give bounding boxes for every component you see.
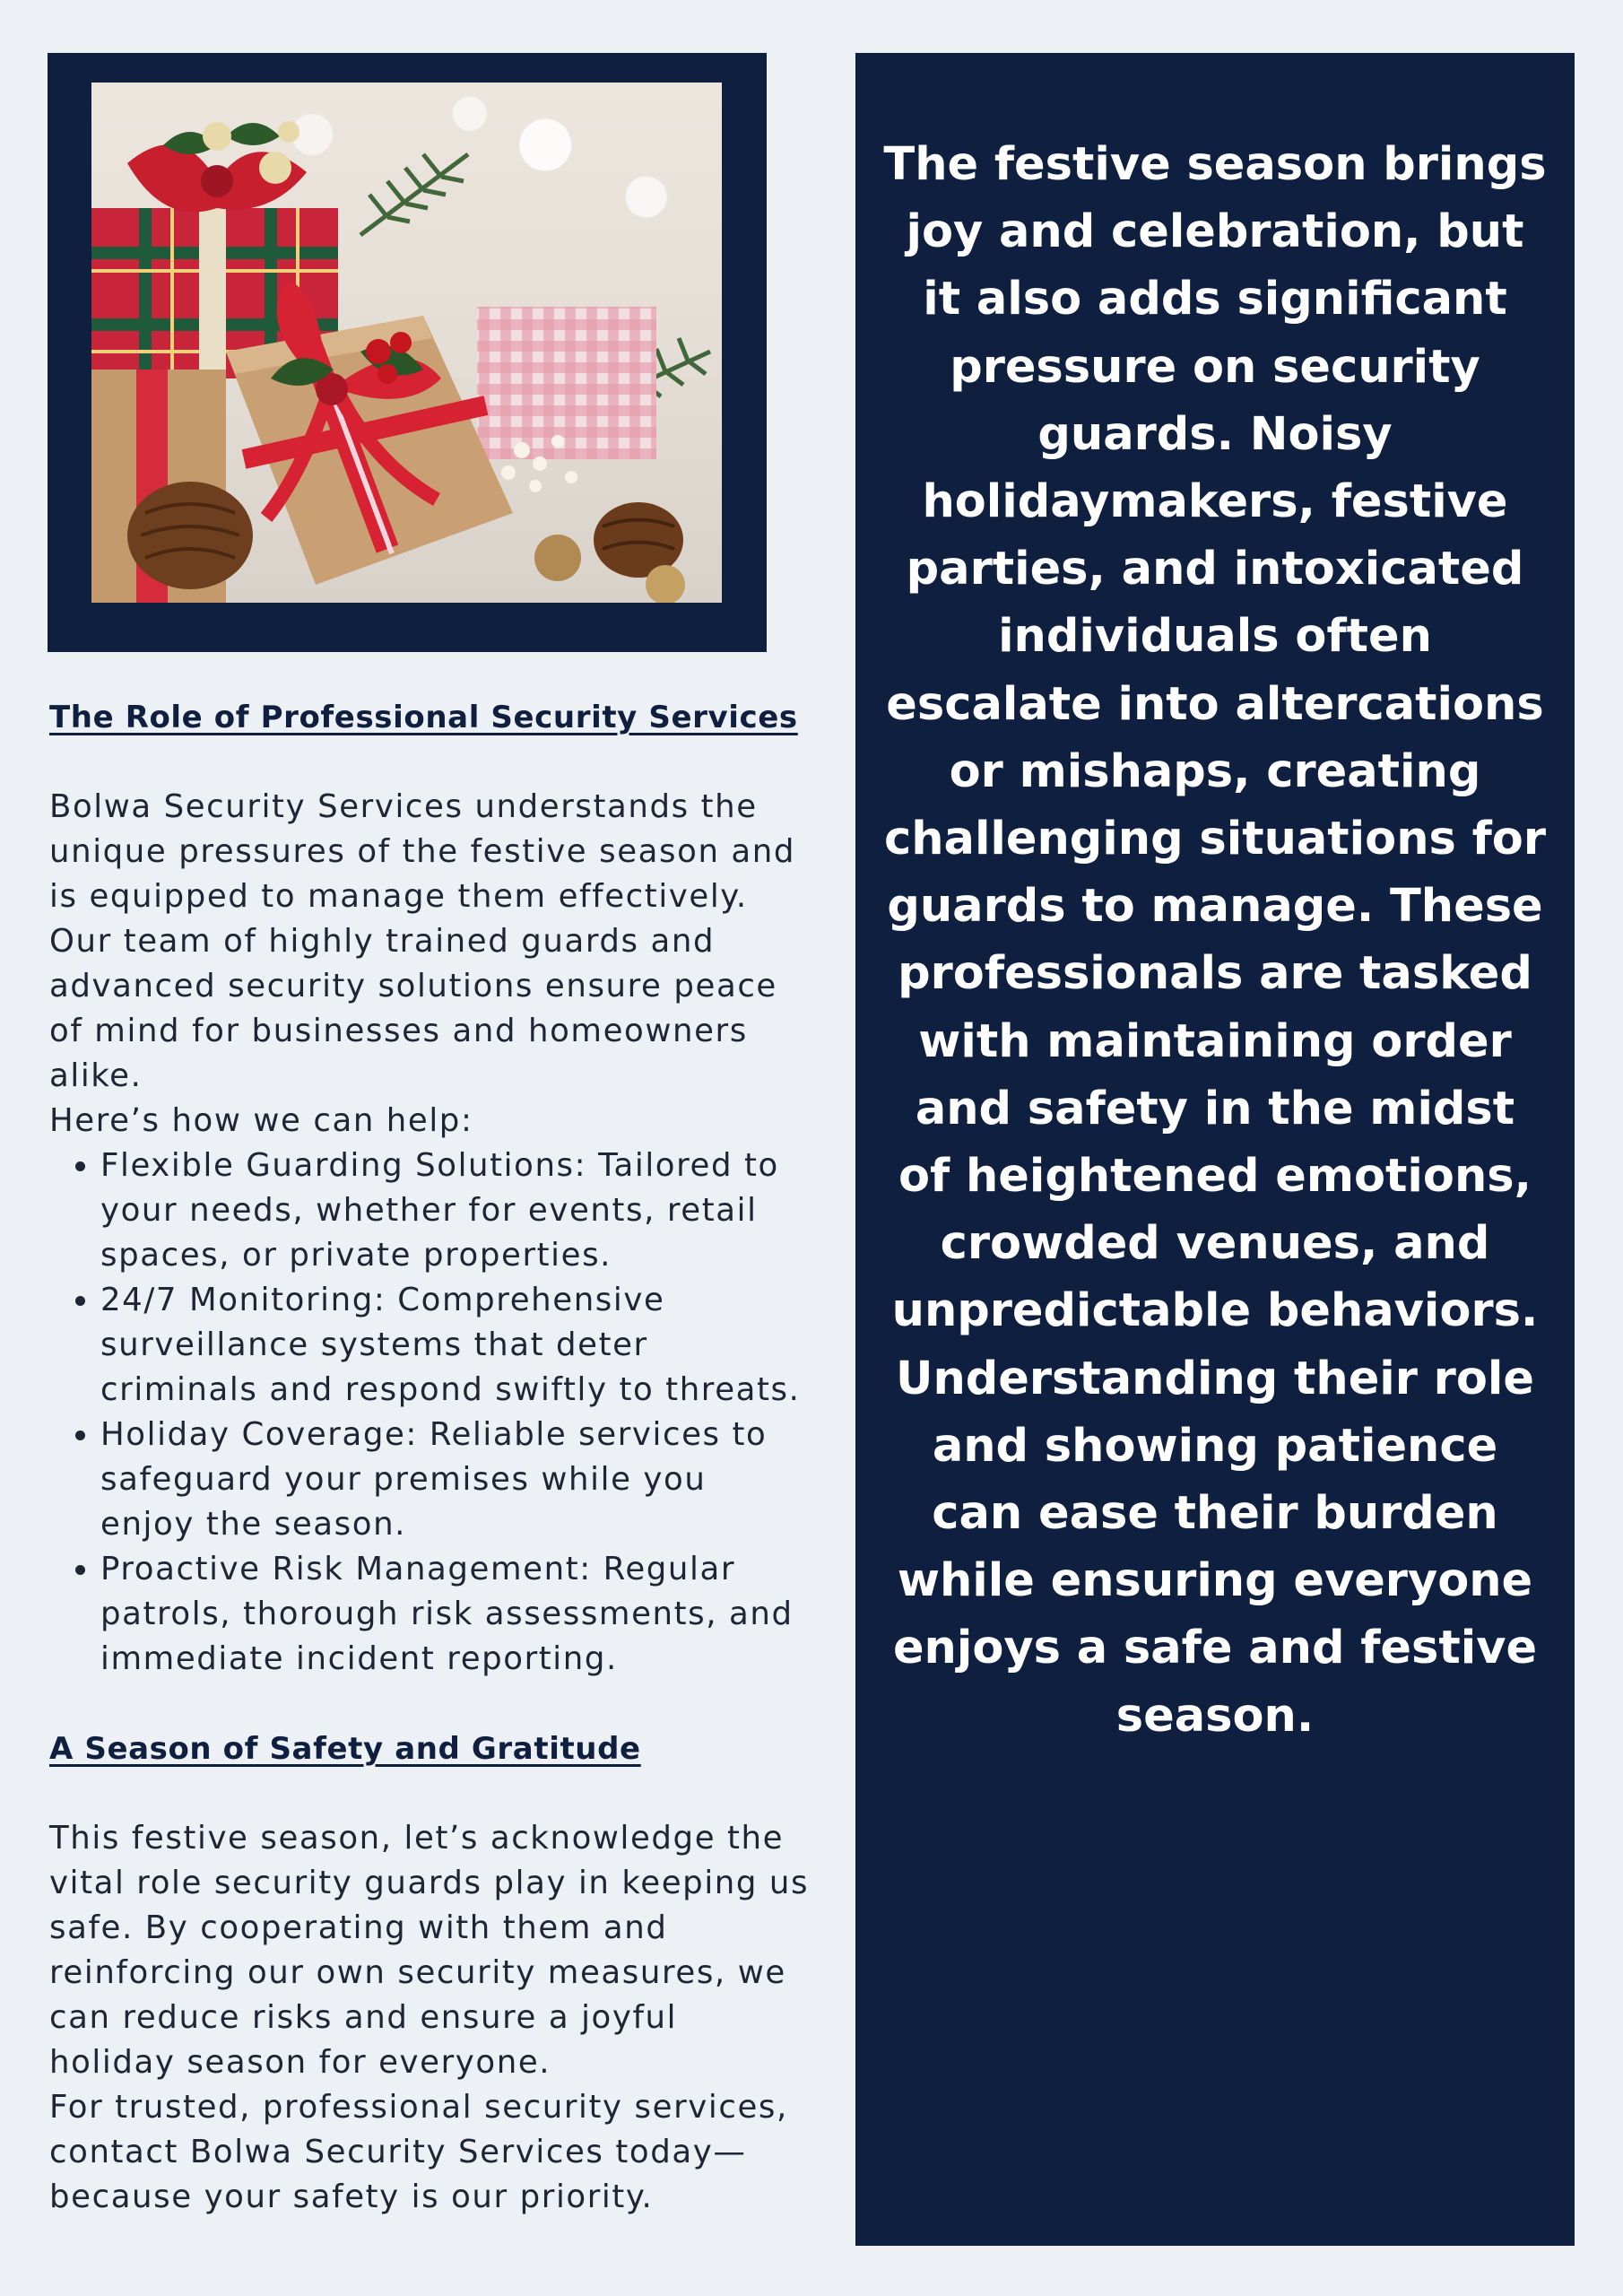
article-body: [49, 695, 812, 2220]
list-item: • 24/7 Monitoring: Comprehensive surveillance systems that deter criminals and respond swiftly to threats.: [100, 1278, 812, 1413]
quote-panel: [855, 53, 1575, 2246]
pull-quote: The festive season brings joy and celebration, but it also adds significant pressure on security guards. Noisy holidaymakers, festive parties, and intoxicated individuals often escalate into altercations or mishaps, creating challenging situations for guards to manage. These professionals are tasked with maintaining order and safety in the midst of heightened emotions, crowded venues, and unpredictable behaviors. Understanding their role and showing patience can ease their burden while ensuring everyone enjoys a safe and festive season.: [883, 138, 1547, 1743]
spacer: [49, 740, 812, 785]
spacer: [49, 1682, 812, 1726]
section-heading-gratitude: A Season of Safety and Gratitude: [49, 1731, 641, 1767]
photo-frame: [48, 53, 767, 652]
intro-paragraph: Bolwa Security Services understands the unique pressures of the festive season and is equipped to manage them effectively. Our team of highly trained guards and advanced security solutions ensure peace of mind for businesses and homeowners alike.: [49, 788, 796, 1094]
section-heading-role: The Role of Professional Security Services: [49, 700, 798, 735]
list-item: • Proactive Risk Management: Regular patrols, thorough risk assessments, and immediate incident reporting.: [100, 1547, 812, 1682]
spacer: [49, 1771, 812, 1816]
gratitude-paragraph: This festive season, let’s acknowledge the vital role security guards play in keeping us safe. By cooperating with them and reinforcing our own security measures, we can reduce risks and ensure a joyful holiday season for everyone.: [49, 1820, 810, 2081]
gift-photo: [91, 83, 722, 603]
help-lead: Here’s how we can help:: [49, 1102, 473, 1139]
closing-paragraph: For trusted, professional security services, contact Bolwa Security Services today—because your safety is our priority.: [49, 2089, 788, 2215]
services-list: [49, 1144, 812, 1682]
gift-illustration: [91, 83, 722, 603]
list-item: • Flexible Guarding Solutions: Tailored to your needs, whether for events, retail spaces, or private properties.: [100, 1144, 812, 1278]
list-item: • Holiday Coverage: Reliable services to safeguard your premises while you enjoy the season.: [100, 1413, 812, 1547]
